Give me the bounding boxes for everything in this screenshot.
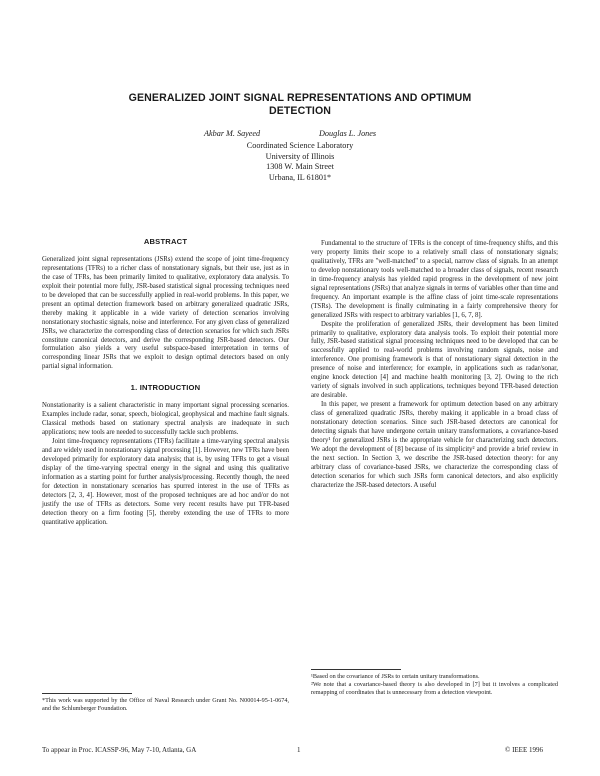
abstract-text: Generalized joint signal representations (JSRs) extend the scope of joint time-frequency representations (TFRs) to a richer class of nonstationary signals, but their use, just as in the case of TFRs, has been primarily limited to qualitative, exploratory data analysis. To exploit their potential more fully, JSR-based statistical signal processing techniques need to be developed that can be successfully applied in real-world problems. In this paper, we present an optimal detection framework based on arbitrary generalized quadratic JSRs, thereby making it applicable in a wide variety of detection scenarios involving nonstationary stochastic signals, noise and interference. For any given class of generalized JSRs, we characterize the corresponding class of detection scenarios for which such JSRs constitute canonical detectors, and derive the corresponding JSR-based detectors. Our formulation also yields a very useful subspace-based interpretation in terms of corresponding linear JSRs that we exploit to design optimal detectors based on only partial signal information. bbox=[42, 255, 289, 371]
intro-paragraph-1: Nonstationarity is a salient characteristic in many important signal processing scenarios. Examples include radar, sonar, speech, biological, geophysical and machine fault signals. Classical methods based on stationary spectral analysis are inadequate in such applications; new tools are needed to successfully tackle such problems. bbox=[42, 402, 289, 437]
affiliation-line: Coordinated Science Laboratory bbox=[246, 141, 354, 150]
affiliation-line: 1308 W. Main Street bbox=[266, 162, 334, 172]
footnote-rule-right bbox=[311, 669, 401, 670]
body-paragraph-2: Despite the proliferation of generalized JSRs, their development has been limited primarily to qualitative, exploratory data analysis tools. To exploit their potential more fully, JSR-based statistical signal processing techniques need to be developed that can be successfully applied to real-world problems involving random signals, noise and interference. One promising framework is that of nonstationary signal detection in the presence of noise and interference; for example, in applications such as radar/sonar, engine knock detection [4] and machine health monitoring [3, 2]. Owing to the rich variety of signals involved in such applications, techniques beyond TFR-based detection are desirable. bbox=[311, 320, 558, 400]
affiliation bbox=[150, 141, 450, 183]
left-column bbox=[42, 238, 289, 528]
body-paragraph-1: Fundamental to the structure of TFRs is the concept of time-frequency shifts, and this very property limits their scope to a relatively small class of nonstationary signals; qualitatively, TFRs are "well-matched" to a special, narrow class of signals. In an attempt to develop nonstationary tools well-matched to a broader class of signals, recent research in time-frequency analysis has yielded rapid progress in the development of new joint signal representations (JSRs) that analyze signals in terms of variables other than time and frequency. An important example is the affine class of joint time-scale representations (TSRs). The development is finally culminating in a fairly comprehensive theory for generalized JSRs with respect to arbitrary variables [1, 6, 7, 8]. bbox=[311, 240, 558, 319]
footnote-rule-left bbox=[42, 693, 132, 694]
footnote-2: ²We note that a covariance-based theory is also developed in [7] but it involves a complicated remapping of coordinates that is unnecessary from a detection viewpoint. bbox=[311, 681, 558, 697]
page-number: 1 bbox=[297, 746, 301, 754]
abstract-heading: ABSTRACT bbox=[143, 237, 188, 246]
introduction-heading: 1. INTRODUCTION bbox=[130, 383, 201, 393]
paper-title bbox=[75, 92, 525, 118]
title-line-1: GENERALIZED JOINT SIGNAL REPRESENTATIONS AND OPTIMUM bbox=[128, 92, 472, 104]
venue-note: To appear in Proc. ICASSP-96, May 7-10, Atlanta, GA bbox=[42, 746, 197, 754]
author-sayeed: Akbar M. Sayeed bbox=[204, 129, 261, 138]
right-column bbox=[311, 240, 558, 491]
footnote-1: ¹Based on the covariance of JSRs to certain unitary transformations. bbox=[311, 673, 480, 680]
affiliation-line: Urbana, IL 61801* bbox=[268, 172, 332, 182]
author-jones: Douglas L. Jones bbox=[319, 129, 377, 138]
affiliation-line: University of Illinois bbox=[265, 151, 335, 161]
footnotes-right bbox=[311, 673, 558, 698]
title-line-2: DETECTION bbox=[268, 105, 332, 117]
intro-paragraph-2: Joint time-frequency representations (TFRs) facilitate a time-varying spectral analysis and are widely used in nonstationary signal processing [1]. However, new TFRs have been developed primarily for exploratory data analysis; that is, by using TFRs to get a visual display of the time-varying spectral energy in the signal and using this qualitative information as a starting point for further analysis/processing. Recently though, the need for detection in nonstationary scenarios has spurred interest in the use of TFRs as detectors [2, 3, 4]. However, most of the proposed techniques are ad hoc and/or do not justify the use of TFRs as detectors. Some very recent results have put TFR-based detection theory on a firm footing [5], thereby extending the use of TFRs to more quantitative application. bbox=[42, 438, 289, 526]
body-paragraph-3: In this paper, we present a framework for optimum detection based on any arbitrary class of generalized quadratic JSRs, thereby making it applicable in a broad class of nonstationary detection scenarios. Since such JSR-based detectors are canonical for detecting signals that have undergone certain unitary transformations, a covariance-based theory¹ for generalized JSRs is the appropriate vehicle for characterizing such detectors. We adopt the development of [8] because of its simplicity² and provide a brief review in the next section. In Section 3, we describe the JSR-based detection theory: for any arbitrary class of covariance-based JSRs, we characterize the corresponding class of detection scenarios for which such JSRs form canonical detectors, and also explicitly characterize the JSR-based detectors. A useful bbox=[311, 401, 558, 489]
footnote-funding: *This work was supported by the Office of Naval Research under Grant No. N00014-95-1-0674, and the Schlumberger Foundation. bbox=[42, 697, 289, 713]
copyright: © IEEE 1996 bbox=[505, 746, 543, 754]
